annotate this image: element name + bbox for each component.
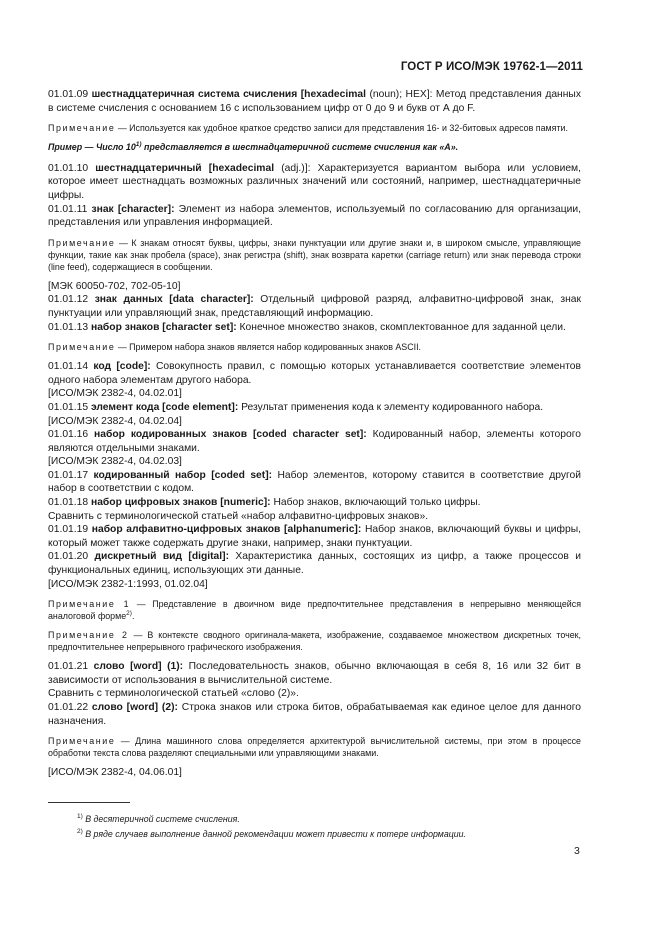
- note-label: Примечание: [48, 123, 116, 134]
- source-reference: [ИСО/МЭК 2382-4, 04.06.01]: [48, 767, 182, 779]
- note-text: — Примером набора знаков является набор кодированных знаков ASCII.: [115, 342, 422, 353]
- entry-definition: Набор знаков, включающий только цифры.: [270, 497, 481, 509]
- footnote-text: В десятеричной системе счисления.: [85, 814, 240, 824]
- entry-number: 01.01.21: [48, 661, 89, 673]
- term-entry: [48, 162, 581, 203]
- footnote-mark: 2): [126, 610, 132, 618]
- entry-number: 01.01.09: [48, 89, 89, 100]
- page-header: ГОСТ Р ИСО/МЭК 19762-1—2011: [400, 61, 583, 73]
- entry-number: 01.01.15: [48, 401, 89, 413]
- entry-term: знак данных [data character]:: [94, 294, 254, 306]
- entry-number: 01.01.20: [48, 551, 89, 563]
- entry-number: 01.01.17: [48, 469, 89, 481]
- entry-term: набор цифровых знаков [numeric]:: [90, 497, 271, 509]
- term-entry: [48, 523, 581, 550]
- entry-definition: Кодированный набор, элементы которого являются отдельными знаками.: [48, 429, 581, 454]
- entry-term: слово [word] (1):: [93, 661, 184, 673]
- entry-number: 01.01.12: [48, 294, 89, 306]
- term-entry: [48, 203, 581, 230]
- term-entry: [48, 701, 581, 728]
- term-entry: [48, 321, 581, 335]
- cross-reference: Сравнить с терминологической статьей «набор алфавитно-цифровых знаков».: [48, 510, 429, 522]
- entry-definition: Конечное множество знаков, скомплектованное для заданной цели.: [236, 321, 566, 333]
- footnote-mark: 2): [77, 828, 83, 836]
- footnote-mark: 1): [77, 813, 83, 821]
- note-label: Примечание: [48, 342, 116, 353]
- note-text: — Представление в двоичном виде предпочтительнее представления в непрерывно меняющейся аналоговой форме: [48, 599, 581, 622]
- term-entry: [48, 469, 581, 496]
- entry-definition: Элемент из набора элементов, используемый по согласованию для организации, представления или управления информацией.: [48, 203, 581, 229]
- note-tail: .: [131, 611, 135, 622]
- term-entry: [48, 660, 581, 687]
- entry-term: набор знаков [character set]:: [90, 321, 237, 333]
- note: [48, 341, 581, 353]
- term-entry: [48, 496, 581, 510]
- note-label: Примечание 2: [48, 630, 129, 641]
- entry-term: набор алфавитно-цифровых знаков [alphanumeric]:: [91, 524, 362, 536]
- note: [48, 598, 581, 622]
- entry-number: 01.01.18: [48, 497, 89, 509]
- entry-number: 01.01.16: [48, 429, 89, 441]
- example: [48, 141, 581, 155]
- source-reference: [МЭК 60050-702, 702-05-10]: [48, 280, 181, 292]
- entry-definition: (adj.)]: Характеризуется вариантом выбора или условием, которое имеет шестнадцать возможных различных значений или состояний, например, шестнадцатеричные цифры.: [48, 162, 581, 201]
- footnote: [77, 812, 557, 827]
- entry-definition: Отдельный цифровой разряд, алфавитно-цифровой знак, знак пунктуации или управляющий знак, представляющий информацию.: [48, 294, 581, 319]
- entry-term: дискретный вид [digital]:: [94, 551, 230, 563]
- entry-term: набор кодированных знаков [coded character set]:: [94, 429, 367, 441]
- note-label: Примечание 1: [48, 599, 131, 610]
- example-text: — Число 10: [82, 142, 136, 153]
- entry-number: 01.01.19: [48, 524, 89, 536]
- entry-term: элемент кода [code element]:: [90, 401, 239, 413]
- entry-term: код [code]:: [93, 361, 151, 373]
- note: [48, 122, 581, 134]
- footnote-mark: 1): [135, 141, 142, 149]
- note-label: Примечание: [48, 237, 116, 248]
- footnote-separator: [48, 802, 130, 803]
- entry-number: 01.01.22: [48, 702, 89, 713]
- note-label: Примечание: [48, 736, 116, 747]
- cross-reference: Сравнить с терминологической статьей «слово (2)».: [48, 688, 299, 700]
- entry-definition: (noun); HEX]: Метод представления данных в системе счисления с основанием 16 с использованием цифр от 0 до 9 и букв от А до F.: [48, 89, 581, 114]
- note-text: — К знакам относят буквы, цифры, знаки пунктуации или другие знаки и, в широком смысле, управляющие функции, такие как знак пробела (space), знак регистра (shift), знак возврата каретки (carriage return) или знак перевода строки (line feed), содержащиеся в сообщении.: [48, 237, 581, 272]
- note-text: — Длина машинного слова определяется архитектурой вычислительной системы, при этом в процессе обработки текста слова разделяют специальными или управляющими знаками.: [48, 736, 581, 759]
- entry-term: кодированный набор [coded set]:: [93, 469, 273, 481]
- footnotes: [77, 812, 557, 842]
- entry-number: 01.01.14: [48, 361, 89, 373]
- term-entry: [48, 550, 581, 577]
- source-reference: [ИСО/МЭК 2382-4, 04.02.04]: [48, 415, 182, 427]
- entry-term: шестнадцатеричный [hexadecimal: [95, 162, 275, 174]
- example-text-cont: представляется в шестнадцатеричной системе счисления как «А».: [141, 142, 459, 153]
- term-entry: [48, 360, 581, 387]
- source-reference: [ИСО/МЭК 2382-4, 04.02.01]: [48, 388, 182, 400]
- document-body: [48, 88, 581, 780]
- footnote-text: В ряде случаев выполнение данной рекомендации может привести к потере информации.: [85, 829, 466, 839]
- source-reference: [ИСО/МЭК 2382-1:1993, 01.02.04]: [48, 578, 208, 590]
- entry-number: 01.01.13: [48, 321, 89, 333]
- example-label: Пример: [48, 142, 83, 153]
- note-text: — Используется как удобное краткое средство записи для представления 16- и 32-битовых адресов памяти.: [115, 123, 568, 134]
- entry-definition: Набор элементов, которому ставится в соответствие другой набор в соответствии с кодом.: [48, 469, 581, 495]
- entry-term: знак [character]:: [91, 203, 175, 215]
- term-entry: [48, 88, 581, 115]
- entry-definition: Последовательность знаков, обычно включающая в себя 8, 16 или 32 бит в зависимости от использования в вычислительной системе.: [48, 661, 581, 686]
- source-reference: [ИСО/МЭК 2382-4, 04.02.03]: [48, 456, 182, 468]
- entry-number: 01.01.10: [48, 162, 89, 174]
- note: [48, 735, 581, 759]
- entry-definition: Строка знаков или строка битов, обрабатываемая как единое целое для данного назначения.: [48, 702, 581, 727]
- note: [48, 237, 581, 273]
- entry-definition: Набор знаков, включающий буквы и цифры, который может также содержать другие знаки, например, знаки пунктуации.: [48, 524, 581, 549]
- entry-definition: Характеристика данных, состоящих из цифр, а также процессов и функциональных единиц, использующих эти данные.: [48, 551, 581, 577]
- term-entry: [48, 428, 581, 455]
- term-entry: [48, 401, 581, 415]
- footnote: [77, 827, 557, 842]
- note-text: — В контексте сводного оригинала-макета, изображение, создаваемое множеством дискретных точек, предпочтительнее непрерывного графического изображения.: [48, 630, 581, 653]
- entry-term: слово [word] (2):: [91, 702, 178, 713]
- entry-definition: Результат применения кода к элементу кодированного набора.: [238, 401, 544, 413]
- entry-definition: Совокупность правил, с помощью которых устанавливается соответствие элементов одного набора элементам другого набора.: [48, 361, 581, 386]
- page-number: 3: [574, 845, 580, 857]
- note: [48, 629, 581, 653]
- term-entry: [48, 293, 581, 320]
- entry-number: 01.01.11: [48, 203, 88, 215]
- entry-term: шестнадцатеричная система счисления [hexadecimal: [91, 89, 366, 100]
